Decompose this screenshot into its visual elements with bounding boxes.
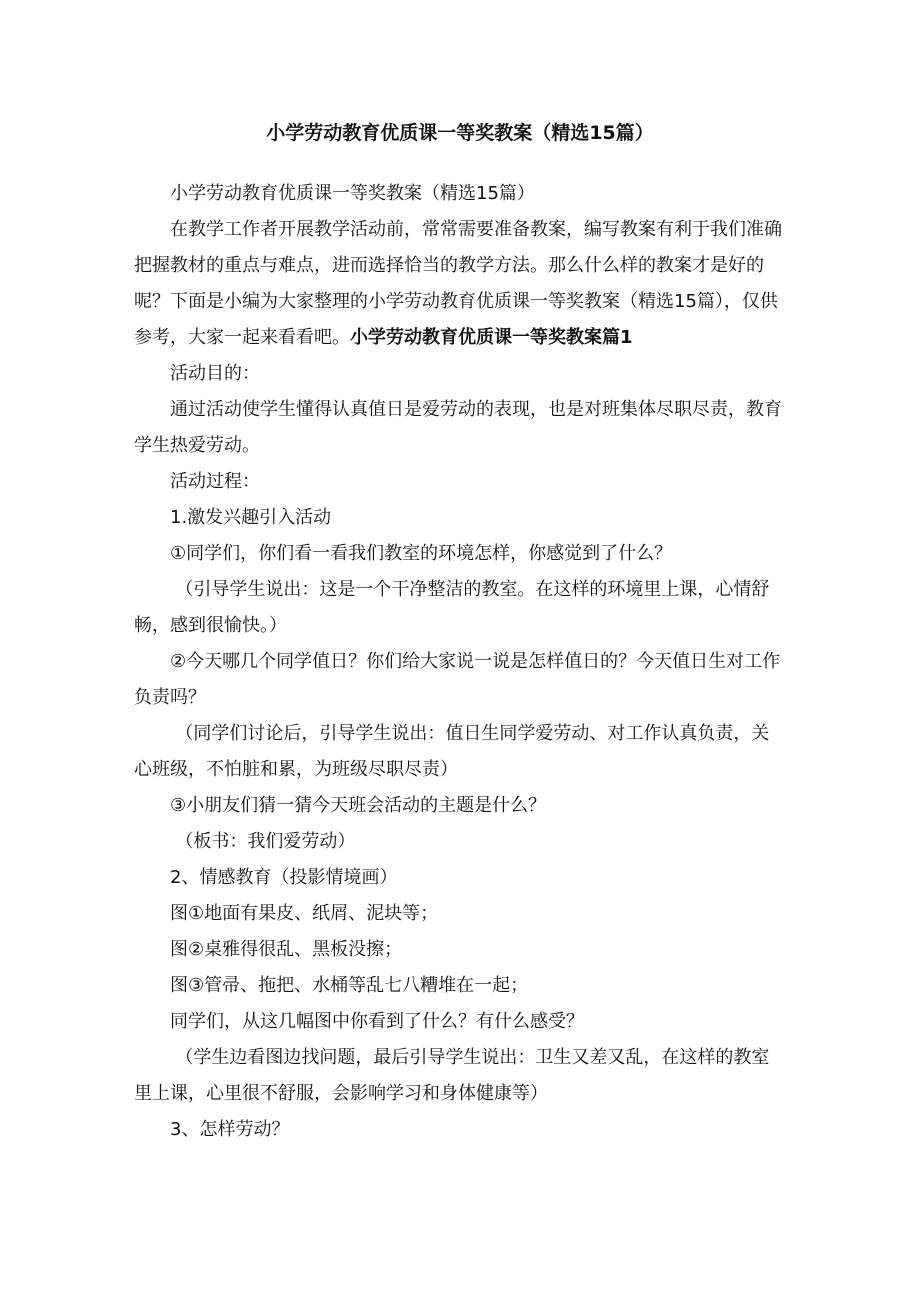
picture-1-text: 图①地面有果皮、纸屑、泥块等； bbox=[170, 903, 439, 924]
step-1-note-3: （板书：我们爱劳动） bbox=[175, 831, 356, 852]
activity-process-label: 活动过程： bbox=[170, 471, 260, 492]
activity-goal-label: 活动目的： bbox=[170, 363, 260, 384]
subtitle-paragraph: 小学劳动教育优质课一等奖教案（精选15篇） bbox=[170, 183, 535, 204]
document-body bbox=[134, 176, 786, 1148]
activity-goal-text: 通过活动使学生懂得认真值日是爱劳动的表现，也是对班集体尽职尽责，教育学生热爱劳动。 bbox=[134, 399, 782, 456]
step-1-note-2: （同学们讨论后，引导学生说出：值日生同学爱劳动、对工作认真负责，关心班级，不怕脏和累，为班级尽职尽责） bbox=[134, 723, 770, 780]
step-2-question: 同学们，从这几幅图中你看到了什么？有什么感受？ bbox=[170, 1011, 584, 1032]
step-2-heading: 2、情感教育（投影情境画） bbox=[170, 867, 398, 888]
step-1-note-1: （引导学生说出：这是一个干净整洁的教室。在这样的环境里上课，心情舒畅，感到很愉快。） bbox=[134, 579, 770, 636]
step-2-note: （学生边看图边找问题，最后引导学生说出：卫生又差又乱，在这样的教室里上课，心里很不舒服，会影响学习和身体健康等） bbox=[134, 1047, 770, 1104]
section-heading: 小学劳动教育优质课一等奖教案篇1 bbox=[350, 327, 633, 348]
intro-text: 在教学工作者开展教学活动前，常常需要准备教案，编写教案有利于我们准确把握教材的重点与难点，进而选择恰当的教学方法。那么什么样的教案才是好的呢？下面是小编为大家整理的小学劳动教育优质课一等奖教案（精选15篇），仅供参考，大家一起来看看吧。 bbox=[134, 219, 782, 348]
document-title: 小学劳动教育优质课一等奖教案（精选15篇） bbox=[266, 122, 654, 144]
intro-paragraph bbox=[134, 212, 786, 356]
step-1-question-3: ③小朋友们猜一猜今天班会活动的主题是什么？ bbox=[170, 795, 547, 816]
picture-2-text: 图②桌雅得很乱、黑板没擦； bbox=[170, 939, 403, 960]
picture-3-text: 图③管帚、拖把、水桶等乱七八糟堆在一起； bbox=[170, 975, 529, 996]
step-1-heading: 1.激发兴趣引入活动 bbox=[170, 507, 332, 528]
step-1-question-1: ①同学们，你们看一看我们教室的环境怎样，你感觉到了什么？ bbox=[170, 543, 673, 564]
step-3-heading: 3、怎样劳动？ bbox=[170, 1119, 290, 1140]
step-1-question-2: ②今天哪几个同学值日？你们给大家说一说是怎样值日的？今天值日生对工作负责吗？ bbox=[134, 651, 781, 708]
